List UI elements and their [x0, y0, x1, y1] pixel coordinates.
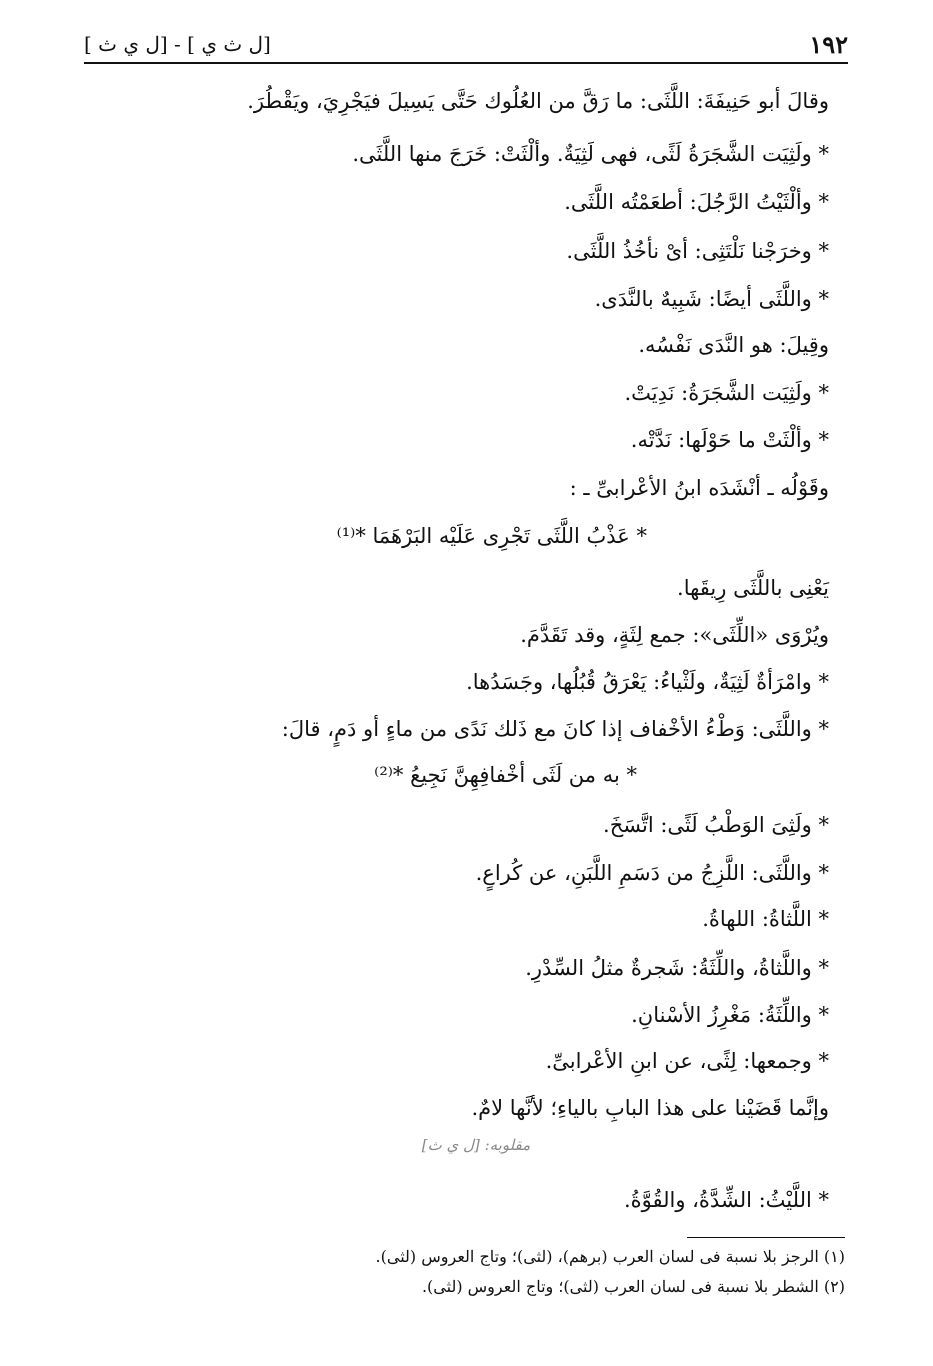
- text-line: * ولَثِيَت الشَّجَرَةُ: نَدِيَتْ.: [624, 381, 829, 405]
- text-line: * ولَثِيَت الشَّجَرَةُ لَثًى، فهى لَثِيَةٌ. وألْثَتْ: خَرَجَ منها اللَّثَى.: [352, 142, 829, 166]
- text-line: * اللَّثاةُ: اللهاةُ.: [702, 907, 829, 931]
- running-head: [ل ث ي ] - [ل ي ث ]: [84, 32, 271, 56]
- verse-line: * عَذْبُ اللَّثَى تَجْرِى عَلَيْه البَرْهَمَا *⁽¹⁾: [336, 524, 647, 548]
- page-number: ١٩٢: [809, 30, 848, 59]
- text-line: * ولَثِىَ الوَطْبُ لَثًى: اتَّسَخَ.: [603, 813, 829, 837]
- header-rule: [84, 62, 848, 64]
- verse-line: * به من لَثَى أخْفافِهِنَّ نَجِيعُ *⁽²⁾: [374, 763, 637, 787]
- text-line: ويُرْوَى «اللِّثَى»: جمع لِثَةٍ، وقد تَقَدَّمَ.: [520, 623, 829, 647]
- text-line: * واللَّثاةُ، واللِّثَةُ: شَجرةٌ مثلُ السِّدْرِ.: [525, 956, 829, 980]
- text-line: * وامْرَأةٌ لَثِيَةٌ، ولَثْياءُ: يَعْرَقُ قُبُلُها، وجَسَدُها.: [466, 670, 829, 694]
- text-line: وقَوْلُه ـ أنْشَدَه ابنُ الأعْرابىِّ ـ :: [569, 476, 829, 500]
- footnote: (٢) الشطر بلا نسبة فى لسان العرب (لثى)؛ وتاج العروس (لثى).: [421, 1277, 845, 1296]
- page-header: [84, 28, 848, 58]
- text-line: * وألْثَتْ ما حَوْلَها: نَدَّتْه.: [630, 428, 829, 452]
- text-line: وقالَ أبو حَنِيفَةَ: اللَّثَى: ما رَقَّ من العُلُوك حَتَّى يَسِيلَ فيَجْرِيَ، ويَقْطُرَ.: [247, 89, 829, 113]
- text-line: * واللَّثَى: اللَّزِجُ من دَسَمِ اللَّبَنِ، عن كُراعٍ.: [475, 861, 829, 885]
- text-line: يَعْنِى باللَّثَى رِيقَها.: [677, 576, 829, 600]
- text-line: * اللَّيْثُ: الشِّدَّةُ، والقُوَّةُ.: [623, 1188, 829, 1212]
- section-heading: مقلوبه: [ل ي ث]: [421, 1136, 531, 1154]
- text-line: * واللَّثَى: وَطْءُ الأخْفاف إذا كانَ مع ذَلك نَدًى من ماءٍ أو دَمٍ، قالَ:: [281, 717, 829, 741]
- text-line: * واللِّثَةُ: مَغْرِزُ الأسْنانِ.: [631, 1003, 829, 1027]
- footnote-rule: [687, 1237, 845, 1238]
- text-line: * وجمعها: لِثًى، عن ابنِ الأعْرابىِّ.: [545, 1049, 829, 1073]
- text-line: * وخرَجْنا نَلْتَثِى: أىْ نأخُذُ اللَّثَى.: [566, 239, 829, 263]
- text-line: * واللَّثَى أيضًا: شَبِيهٌ بالنَّدَى.: [594, 287, 829, 311]
- footnote: (١) الرجز بلا نسبة فى لسان العرب (برهم)، (لثى)؛ وتاج العروس (لثى).: [375, 1247, 845, 1266]
- text-line: * وألْثَيْتُ الرَّجُلَ: أطعَمْتُه اللَّثَى.: [564, 190, 829, 214]
- text-line: وقِيلَ: هو النَّدَى نَفْسُه.: [638, 333, 829, 357]
- text-line: وإنَّما قَضَيْنا على هذا البابِ بالياءِ؛ لأنَّها لامٌ.: [471, 1096, 829, 1120]
